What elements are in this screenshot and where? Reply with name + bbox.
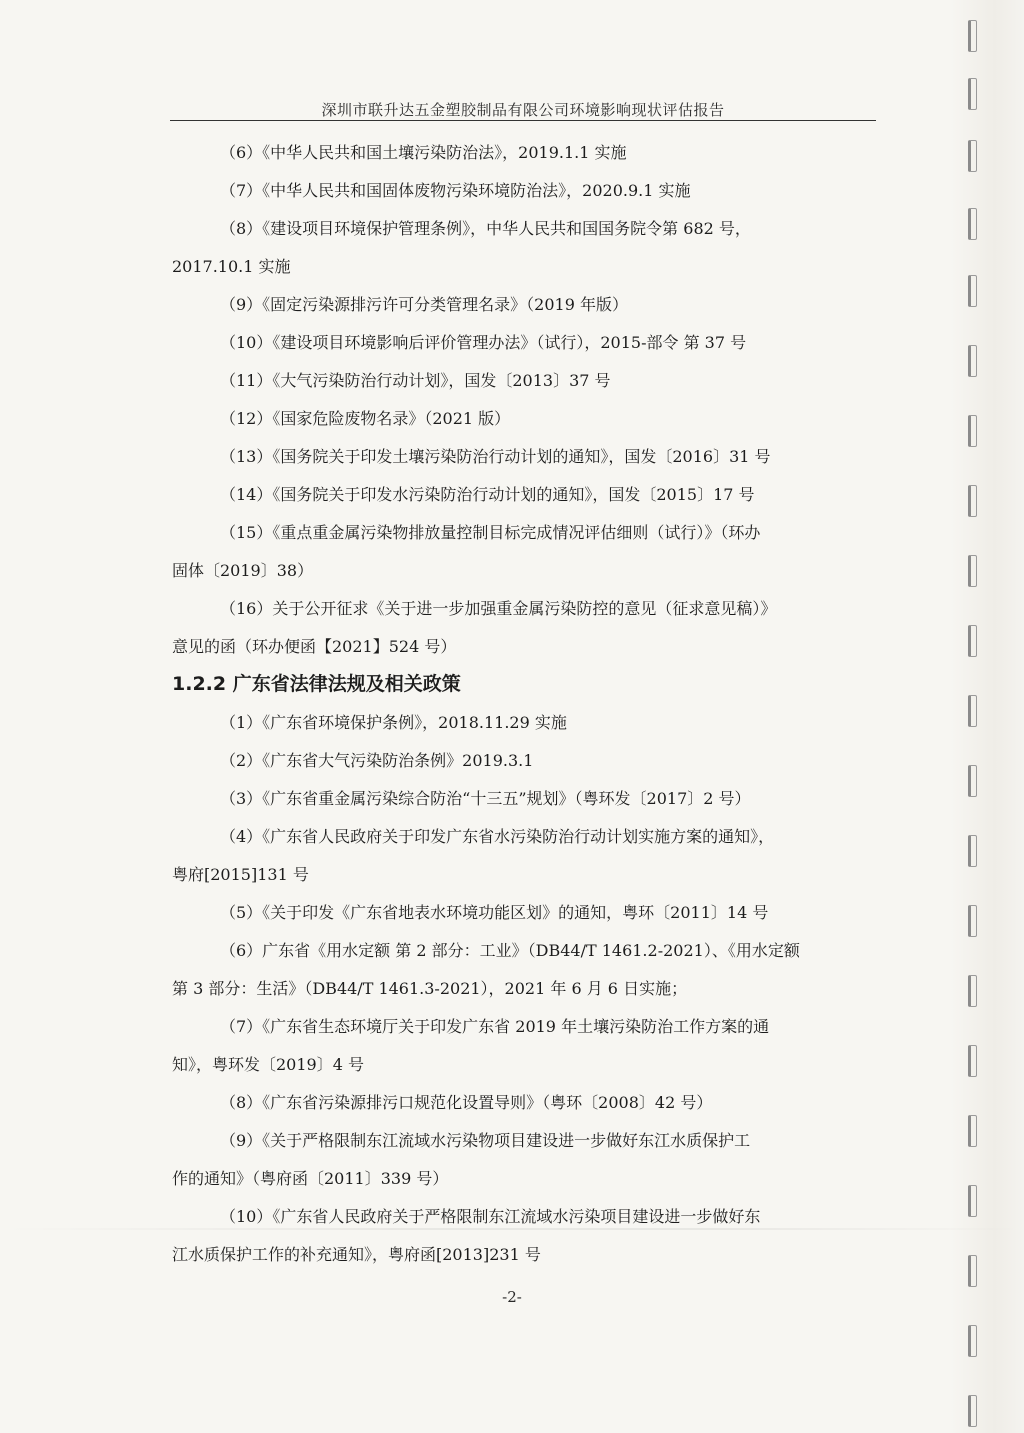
binding-hole-mark [968, 1115, 977, 1147]
list-item: （9）《固定污染源排污许可分类管理名录》（2019 年版） [220, 295, 628, 314]
list-item-continuation: 作的通知》（粤府函〔2011〕339 号） [172, 1169, 449, 1188]
list-item: （2）《广东省大气污染防治条例》2019.3.1 [220, 751, 534, 770]
list-item: （6）《中华人民共和国土壤污染防治法》，2019.1.1 实施 [220, 143, 627, 162]
list-item: （8）《广东省污染源排污口规范化设置导则》（粤环〔2008〕42 号） [220, 1093, 713, 1112]
binding-hole-mark [968, 140, 977, 172]
binding-hole-mark [968, 905, 977, 937]
list-item-continuation: 粤府[2015]131 号 [172, 865, 309, 884]
list-item: （4）《广东省人民政府关于印发广东省水污染防治行动计划实施方案的通知》， [220, 827, 775, 846]
binding-hole-mark [968, 975, 977, 1007]
section-heading: 1.2.2 广东省法律法规及相关政策 [172, 673, 461, 695]
header-rule [170, 120, 876, 121]
binding-hole-mark [968, 1255, 977, 1287]
list-item: （9）《关于严格限制东江流域水污染物项目建设进一步做好东江水质保护工 [220, 1131, 751, 1150]
document-body [172, 142, 872, 1266]
list-item: （14）《国务院关于印发水污染防治行动计划的通知》，国发〔2015〕17 号 [220, 485, 755, 504]
binding-hole-mark [968, 695, 977, 727]
page-number: -2- [502, 1288, 522, 1306]
list-item: （1）《广东省环境保护条例》，2018.11.29 实施 [220, 713, 567, 732]
list-item: （6）广东省《用水定额 第 2 部分：工业》（DB44/T 1461.2-2021）、《用水定额 [220, 941, 800, 960]
list-item-continuation: 知》，粤环发〔2019〕4 号 [172, 1055, 364, 1074]
binding-hole-mark [968, 208, 977, 240]
binding-hole-mark [968, 78, 977, 110]
list-item: （15）《重点重金属污染物排放量控制目标完成情况评估细则（试行）》（环办 [220, 523, 761, 542]
binding-hole-mark [968, 1325, 977, 1357]
binding-hole-mark [968, 1045, 977, 1077]
binding-hole-mark [968, 625, 977, 657]
list-item: （3）《广东省重金属污染综合防治“十三五”规划》（粤环发〔2017〕2 号） [220, 789, 751, 808]
list-item: （13）《国务院关于印发土壤污染防治行动计划的通知》，国发〔2016〕31 号 [220, 447, 771, 466]
list-item-continuation: 2017.10.1 实施 [172, 257, 291, 276]
list-item-continuation: 固体〔2019〕38） [172, 561, 314, 580]
binding-hole-mark [968, 20, 977, 52]
list-item: （5）《关于印发《广东省地表水环境功能区划》的通知，粤环〔2011〕14 号 [220, 903, 769, 922]
binding-hole-mark [968, 345, 977, 377]
binding-hole-mark [968, 1395, 977, 1427]
list-item: （16）关于公开征求《关于进一步加强重金属污染防控的意见（征求意见稿）》 [220, 599, 777, 618]
binding-hole-mark [968, 835, 977, 867]
binding-hole-mark [968, 415, 977, 447]
list-item: （8）《建设项目环境保护管理条例》，中华人民共和国国务院令第 682 号， [220, 219, 751, 238]
list-item: （7）《中华人民共和国固体废物污染环境防治法》，2020.9.1 实施 [220, 181, 691, 200]
binding-hole-mark [968, 485, 977, 517]
list-item: （11）《大气污染防治行动计划》，国发〔2013〕37 号 [220, 371, 611, 390]
list-item-continuation: 意见的函（环办便函【2021】524 号） [172, 637, 457, 656]
binding-hole-mark [968, 555, 977, 587]
list-item-continuation: 江水质保护工作的补充通知》，粤府函[2013]231 号 [172, 1245, 541, 1264]
list-item-continuation: 第 3 部分：生活》（DB44/T 1461.3-2021），2021 年 6 月 6 日实施； [172, 979, 688, 998]
binding-hole-mark [968, 1185, 977, 1217]
list-item: （10）《建设项目环境影响后评价管理办法》（试行），2015-部令 第 37 号 [220, 333, 747, 352]
list-item: （12）《国家危险废物名录》（2021 版） [220, 409, 511, 428]
scan-edge [950, 0, 1024, 1433]
binding-hole-mark [968, 765, 977, 797]
running-header: 深圳市联升达五金塑胶制品有限公司环境影响现状评估报告 [321, 101, 725, 119]
binding-hole-mark [968, 275, 977, 307]
list-item: （7）《广东省生态环境厅关于印发广东省 2019 年土壤污染防治工作方案的通 [220, 1017, 770, 1036]
list-item: （10）《广东省人民政府关于严格限制东江流域水污染项目建设进一步做好东 [220, 1207, 761, 1226]
